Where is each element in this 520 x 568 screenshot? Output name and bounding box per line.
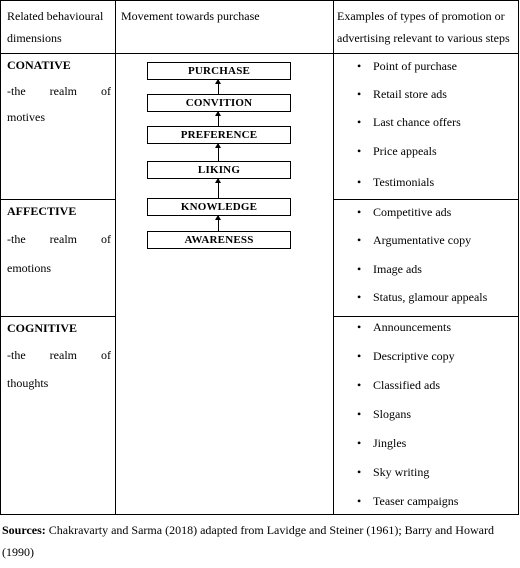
dimension-text-conative-1: -the realm of <box>7 84 111 98</box>
source-label: Sources: <box>2 523 46 537</box>
arrow-up-icon <box>218 144 219 161</box>
dimension-title-affective: AFFECTIVE <box>7 204 77 218</box>
header-dimensions <box>7 5 103 49</box>
row-divider-1-left <box>1 199 115 200</box>
promotion-table: Related behavioural dimensions Movement towards purchase Examples of types of promotion or advertising relevant to various steps CONATIVE -the realm of motives AFFECTIVE -the realm of emotions COGNITIVE -the realm of thoughts PURCHASE CONVITION PREFERENCE LIKING KNOWLEDGE AWARENESS Point of purchase Retail store ads Last chance offers Price appeals Testimonials Competitive ads Argumentative copy Image ads Status, glamour appeals Announcements Descriptive copy Classified ads Slogans Jingles Sky writing Teaser campaigns <box>0 0 519 515</box>
source-text: Chakravarty and Sarma (2018) adapted from Lavidge and Steiner (1961); Barry and Howard (1990) <box>2 523 494 559</box>
arrow-up-icon <box>218 80 219 95</box>
dimension-text-cognitive-2: thoughts <box>7 376 49 390</box>
header-examples-line-2: advertising relevant to various steps <box>337 31 510 45</box>
row-divider-1-right <box>333 199 518 200</box>
row-divider-2-left <box>1 316 115 317</box>
header-dimensions-line-1: Related behavioural <box>7 9 104 23</box>
dimension-title-cognitive: COGNITIVE <box>7 321 78 335</box>
dimension-text-conative-2: motives <box>7 110 45 124</box>
stage-awareness: AWARENESS <box>147 231 291 249</box>
column-divider-1 <box>115 1 116 514</box>
dimension-text-affective-1: -the realm of <box>7 232 111 246</box>
source-note <box>2 519 518 563</box>
row-divider-2-right <box>333 316 518 317</box>
header-divider <box>1 53 518 54</box>
arrow-up-icon <box>218 216 219 231</box>
arrow-up-icon <box>218 179 219 198</box>
arrow-up-icon <box>218 112 219 126</box>
header-examples-line-1: Examples of types of promotion or <box>337 9 505 23</box>
dimension-text-affective-2: emotions <box>7 261 51 275</box>
column-divider-2 <box>333 1 334 514</box>
dimension-text-cognitive-1: -the realm of <box>7 348 111 362</box>
header-examples <box>337 5 517 49</box>
stage-convition: CONVITION <box>147 94 291 112</box>
header-dimensions-line-2: dimensions <box>7 31 62 45</box>
stage-knowledge: KNOWLEDGE <box>147 198 291 216</box>
stage-liking: LIKING <box>147 161 291 179</box>
stage-purchase: PURCHASE <box>147 62 291 80</box>
header-movement: Movement towards purchase <box>121 9 260 23</box>
dimension-title-conative: CONATIVE <box>7 58 71 72</box>
stage-preference: PREFERENCE <box>147 126 291 144</box>
